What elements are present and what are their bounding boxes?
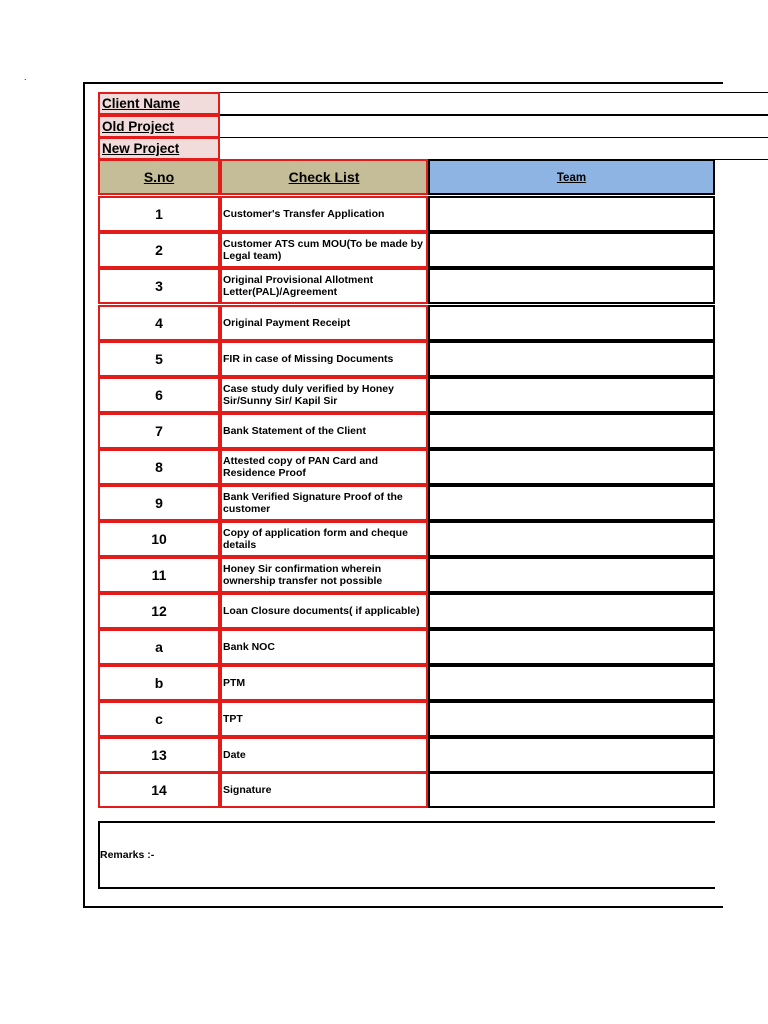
sno-cell: 10 <box>98 521 220 557</box>
checklist-item-cell <box>220 629 428 665</box>
checklist-item-cell <box>220 772 428 808</box>
sno-cell: 5 <box>98 341 220 377</box>
sno-cell: 14 <box>98 772 220 808</box>
table-row <box>98 196 715 232</box>
remarks-label: Remarks :- <box>100 849 155 861</box>
checklist-item-cell <box>220 305 428 341</box>
checklist-item-text: Attested copy of PAN Card and Residence Proof <box>223 455 378 479</box>
client-name-label: Client Name <box>98 92 220 115</box>
table-row <box>98 449 715 485</box>
checklist-item-cell <box>220 485 428 521</box>
table-row <box>98 305 715 341</box>
checklist-item-text: PTM <box>223 677 246 689</box>
checklist-item-text: Bank Verified Signature Proof of the customer <box>223 491 403 515</box>
old-project-label: Old Project <box>98 115 220 138</box>
checklist-item-text: Honey Sir confirmation wherein ownership transfer not possible <box>223 563 383 587</box>
checklist-item-text: Loan Closure documents( if applicable) <box>223 605 420 617</box>
checklist-item-cell <box>220 521 428 557</box>
checklist-item-cell <box>220 341 428 377</box>
client-name-field[interactable] <box>220 92 768 115</box>
sno-cell: 6 <box>98 377 220 413</box>
table-row <box>98 772 715 808</box>
team-cell[interactable] <box>428 665 715 701</box>
team-cell[interactable] <box>428 485 715 521</box>
checklist-item-cell <box>220 701 428 737</box>
checklist-item-text: Original Provisional Allotment Letter(PAL)/Agreement <box>223 274 374 298</box>
table-row <box>98 268 715 304</box>
table-row <box>98 737 715 773</box>
checklist-item-text: TPT <box>223 713 243 725</box>
team-cell[interactable] <box>428 232 715 268</box>
sno-cell: 1 <box>98 196 220 232</box>
checklist-item-cell <box>220 268 428 304</box>
checklist-item-text: Bank Statement of the Client <box>223 425 366 437</box>
new-project-label: New Project <box>98 137 220 160</box>
team-cell[interactable] <box>428 305 715 341</box>
checklist-item-cell <box>220 377 428 413</box>
table-row <box>98 593 715 629</box>
column-header-checklist: Check List <box>220 159 428 195</box>
checklist-item-text: FIR in case of Missing Documents <box>223 353 394 365</box>
sno-cell: 3 <box>98 268 220 304</box>
team-cell[interactable] <box>428 377 715 413</box>
checklist-item-cell <box>220 449 428 485</box>
checklist-item-text: Copy of application form and cheque details <box>223 527 408 551</box>
team-cell[interactable] <box>428 449 715 485</box>
checklist-item-text: Date <box>223 749 246 761</box>
team-cell[interactable] <box>428 772 715 808</box>
new-project-field[interactable] <box>220 137 768 160</box>
column-header-sno: S.no <box>98 159 220 195</box>
team-cell[interactable] <box>428 521 715 557</box>
team-cell[interactable] <box>428 629 715 665</box>
checklist-item-text: Customer's Transfer Application <box>223 208 385 220</box>
checklist-item-text: Bank NOC <box>223 641 275 653</box>
sno-cell: c <box>98 701 220 737</box>
checklist-item-text: Case study duly verified by Honey Sir/Sunny Sir/ Kapil Sir <box>223 383 394 407</box>
table-row <box>98 629 715 665</box>
sno-cell: a <box>98 629 220 665</box>
table-row <box>98 701 715 737</box>
checklist-item-text: Signature <box>223 784 272 796</box>
checklist-item-cell <box>220 665 428 701</box>
checklist-item-text: Original Payment Receipt <box>223 317 351 329</box>
table-row <box>98 377 715 413</box>
table-row <box>98 232 715 268</box>
checklist-item-cell <box>220 232 428 268</box>
sno-cell: 11 <box>98 557 220 593</box>
sno-cell: 2 <box>98 232 220 268</box>
sno-cell: 13 <box>98 737 220 773</box>
old-project-field[interactable] <box>220 115 768 138</box>
checklist-item-text: Customer ATS cum MOU(To be made by Legal team) <box>223 238 423 262</box>
sno-cell: 9 <box>98 485 220 521</box>
team-cell[interactable] <box>428 268 715 304</box>
checklist-item-cell <box>220 593 428 629</box>
checklist-item-cell <box>220 196 428 232</box>
margin-dot: . <box>24 72 27 82</box>
sno-cell: 8 <box>98 449 220 485</box>
table-row <box>98 557 715 593</box>
sno-cell: 7 <box>98 413 220 449</box>
remarks-box[interactable] <box>98 821 715 889</box>
table-row <box>98 413 715 449</box>
checklist-item-cell <box>220 413 428 449</box>
table-row <box>98 521 715 557</box>
checklist-item-cell <box>220 737 428 773</box>
column-header-team: Team <box>428 159 715 195</box>
sno-cell: b <box>98 665 220 701</box>
checklist-item-cell <box>220 557 428 593</box>
team-cell[interactable] <box>428 593 715 629</box>
table-row <box>98 665 715 701</box>
team-cell[interactable] <box>428 413 715 449</box>
team-cell[interactable] <box>428 341 715 377</box>
table-row <box>98 341 715 377</box>
team-cell[interactable] <box>428 737 715 773</box>
table-row <box>98 485 715 521</box>
team-cell[interactable] <box>428 196 715 232</box>
team-cell[interactable] <box>428 557 715 593</box>
team-cell[interactable] <box>428 701 715 737</box>
sno-cell: 12 <box>98 593 220 629</box>
sno-cell: 4 <box>98 305 220 341</box>
